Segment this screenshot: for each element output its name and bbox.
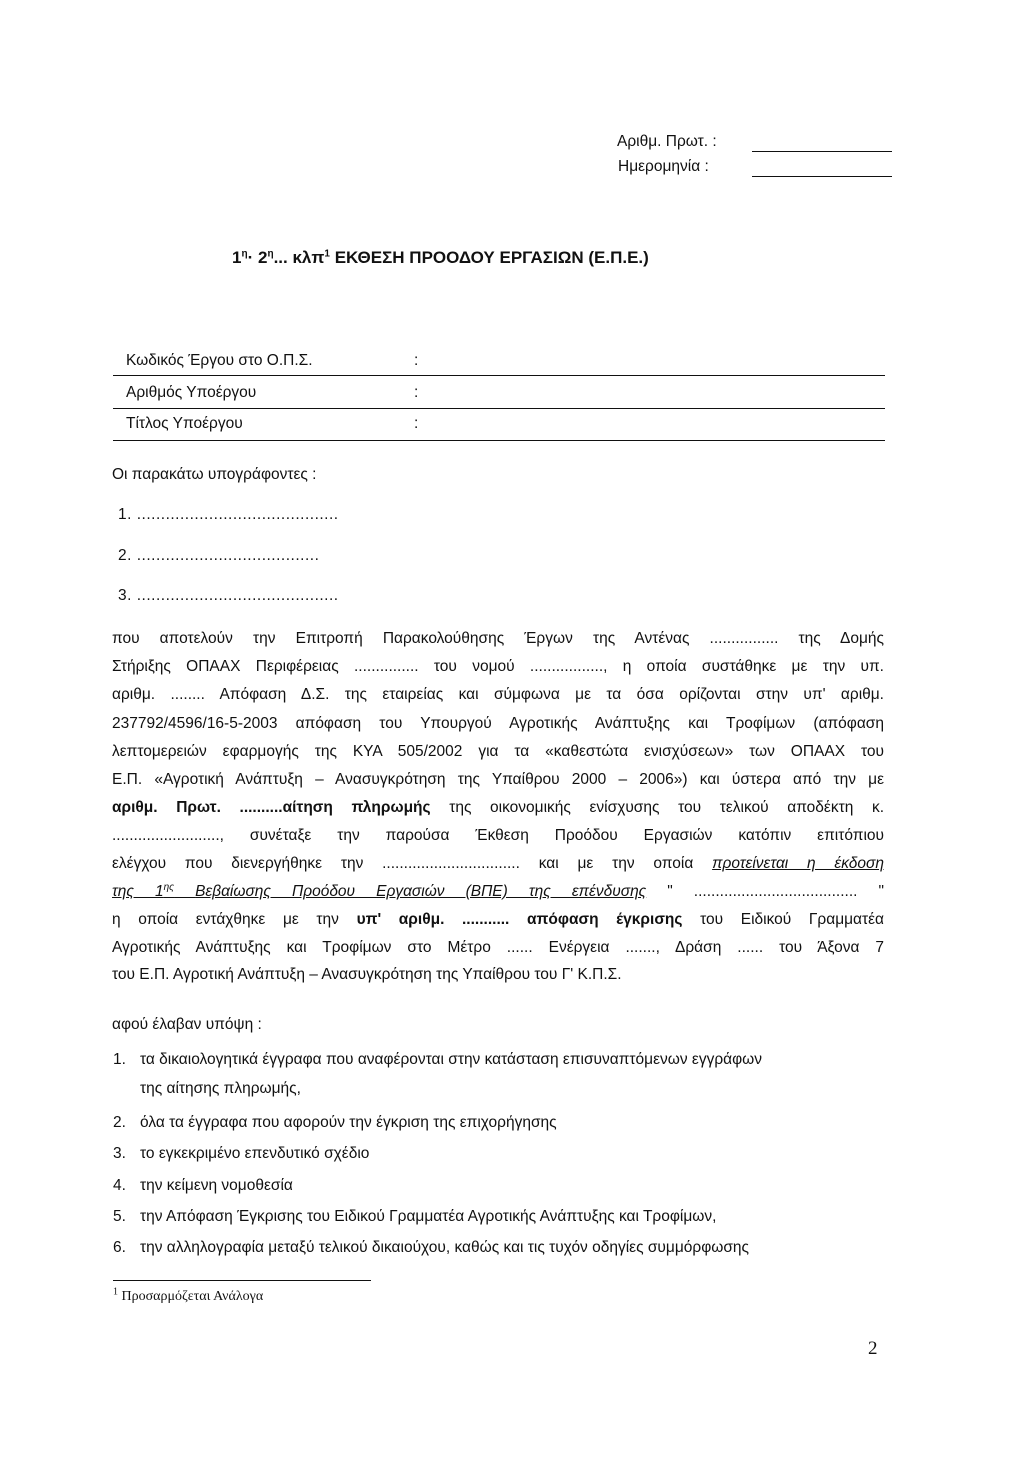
project-code-colon: : <box>414 352 419 369</box>
footnote-reference: 1 <box>324 248 330 260</box>
considered-item-1-text-cont: της αίτησης πληρωμής, <box>140 1080 301 1097</box>
body-line-4: 237792/4596/16-5-2003 απόφαση του Υπουργού Αγροτικής Ανάπτυξης και Τροφίμων (απόφαση <box>112 715 884 732</box>
body-line-12: Αγροτικής Ανάπτυξης και Τροφίμων στο Μέτρο ...... Ενέργεια ......., Δράση ...... του Άξονα 7 <box>112 939 884 956</box>
body-line-3: αριθμ. ........ Απόφαση Δ.Σ. της εταιρείας και σύμφωνα με τα όσα ορίζονται στην υπ' αριθμ. <box>112 686 884 703</box>
subproject-number-line[interactable] <box>113 408 885 409</box>
subproject-title-label: Τίτλος Υποέργου <box>126 415 243 432</box>
considered-item-2-text: όλα τα έγγραφα που αφορούν την έγκριση της επιχορήγησης <box>140 1114 557 1131</box>
considered-item-5-num: 5. <box>113 1208 126 1225</box>
protocol-number-label: Αριθμ. Πρωτ. : <box>617 133 717 150</box>
certificate-title: της $1^{\eta\varsigma}$ Βεβαίωσης Προόδου Εργασιών (ΒΠΕ) της επένδυσης <box>112 881 647 900</box>
considered-item-2-num: 2. <box>113 1114 126 1131</box>
body-line-1: που αποτελούν την Επιτροπή Παρακολούθησης Έργων της Αντένας ................ της Δομής <box>112 630 884 647</box>
body-line-2: Στήριξης ΟΠΑΑΧ Περιφέρειας ............... του νομού ................., η οποία συστάθηκε με την υπ. <box>112 658 884 675</box>
considered-item-6-num: 6. <box>113 1239 126 1256</box>
considered-intro: αφού έλαβαν υπόψη : <box>112 1016 262 1033</box>
document-title: $1^\eta\cdot 2^\eta$... κλπ$^1$ ΕΚΘΕΣΗ ΠΡΟΟΔΟΥ ΕΡΓΑΣΙΩΝ (Ε.Π.Ε.) <box>232 248 649 267</box>
body-line-11: η οποία εντάχθηκε με την υπ' αριθμ. ........... απόφαση έγκρισης του Ειδικού Γραμματέα <box>112 911 885 928</box>
considered-item-4-num: 4. <box>113 1177 126 1194</box>
date-label: Ημερομηνία : <box>618 158 709 175</box>
considered-item-3-text: το εγκεκριμένο επενδυτικό σχέδιο <box>140 1145 370 1162</box>
protocol-number-blank[interactable] <box>752 151 892 152</box>
body-line-9: ελέγχου που διενεργήθηκε την ................................ και με την οποία προτείνεται η έκδοση <box>112 855 884 872</box>
subproject-title-line[interactable] <box>113 440 885 441</box>
project-code-label: Κωδικός Έργου στο Ο.Π.Σ. <box>126 352 313 369</box>
body-line-13: του Ε.Π. Αγροτική Ανάπτυξη – Ανασυγκρότηση της Υπαίθρου του Γ' Κ.Π.Σ. <box>112 966 622 983</box>
proposed-issuance: προτείνεται η έκδοση <box>712 855 884 872</box>
date-blank[interactable] <box>752 176 892 177</box>
subproject-number-label: Αριθμός Υποέργου <box>126 384 257 401</box>
signatories-intro: Οι παρακάτω υπογράφοντες : <box>112 466 317 483</box>
considered-item-1-text: τα δικαιολογητικά έγγραφα που αναφέρονται στην κατάσταση επισυναπτόμενων εγγράφων <box>140 1051 763 1068</box>
subproject-number-colon: : <box>414 384 419 401</box>
body-line-7: αριθμ. Πρωτ. ..........αίτηση πληρωμής της οικονομικής ενίσχυσης του τελικού αποδέκτη κ. <box>112 799 884 816</box>
body-line-6: Ε.Π. «Αγροτική Ανάπτυξη – Ανασυγκρότηση της Υπαίθρου 2000 – 2006») και ύστερα από την με <box>112 771 884 788</box>
footnote: $^1$ Προσαρμόζεται Ανάλογα <box>113 1286 264 1304</box>
page-number: 2 <box>868 1338 878 1359</box>
subproject-title-colon: : <box>414 415 419 432</box>
signatory-3[interactable]: 3. .......................................... <box>118 587 339 604</box>
signatory-2[interactable]: 2. ...................................... <box>118 547 320 564</box>
body-line-10: της $1^{\eta\varsigma}$ Βεβαίωσης Προόδου Εργασιών (ΒΠΕ) της επένδυσης " ...................................... " <box>112 881 884 900</box>
considered-item-1-num: 1. <box>113 1051 126 1068</box>
signatory-1[interactable]: 1. .......................................... <box>118 506 339 523</box>
considered-item-3-num: 3. <box>113 1145 126 1162</box>
body-line-8: ........................., συνέταξε την παρούσα Έκθεση Προόδου Εργασιών κατόπιν επιτόπιου <box>112 827 884 844</box>
footnote-separator <box>113 1280 371 1281</box>
considered-item-5-text: την Απόφαση Έγκρισης του Ειδικού Γραμματέα Αγροτικής Ανάπτυξης και Τροφίμων, <box>140 1208 717 1225</box>
considered-item-6-text: την αλληλογραφία μεταξύ τελικού δικαιούχου, καθώς και τις τυχόν οδηγίες συμμόρφωσης <box>140 1239 750 1256</box>
body-line-5: λεπτομερειών εφαρμογής της ΚΥΑ 505/2002 για τα «καθεστώτα ενισχύσεων» των ΟΠΑΑΧ του <box>112 743 884 760</box>
considered-item-4-text: την κείμενη νομοθεσία <box>140 1177 293 1194</box>
project-code-line[interactable] <box>113 375 885 376</box>
